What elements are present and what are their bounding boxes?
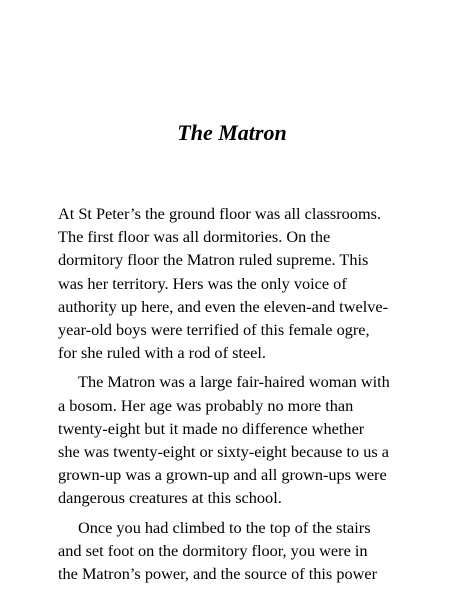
chapter-title: The Matron xyxy=(177,120,287,145)
paragraph-3 xyxy=(58,516,418,586)
text-line: authority up here, and even the eleven-and twelve- xyxy=(58,296,389,316)
text-line: and set foot on the dormitory floor, you were in xyxy=(58,540,368,560)
text-line: dormitory floor the Matron ruled supreme. This xyxy=(58,250,369,270)
text-line: grown-up was a grown-up and all grown-ups were xyxy=(58,465,387,485)
text-line: twenty-eight but it made no difference whether xyxy=(58,418,365,438)
paragraph-2 xyxy=(58,370,418,509)
text-line: she was twenty-eight or sixty-eight because to us a xyxy=(58,442,389,462)
text-line: the Matron’s power, and the source of this power xyxy=(58,564,378,584)
text-line: was her territory. Hers was the only voice of xyxy=(58,273,347,293)
body-text xyxy=(58,202,418,585)
text-line: Once you had climbed to the top of the stairs xyxy=(78,517,371,537)
text-line: for she ruled with a rod of steel. xyxy=(58,343,266,363)
text-line: The Matron was a large fair-haired woman with xyxy=(78,372,390,392)
text-line: At St Peter’s the ground floor was all classrooms. xyxy=(58,204,382,223)
paragraph-1 xyxy=(58,202,418,364)
text-line: dangerous creatures at this school. xyxy=(58,488,282,508)
text-line: a bosom. Her age was probably no more than xyxy=(58,395,354,415)
text-line: The first floor was all dormitories. On the xyxy=(58,227,331,247)
text-line: year-old boys were terrified of this female ogre, xyxy=(58,320,370,340)
